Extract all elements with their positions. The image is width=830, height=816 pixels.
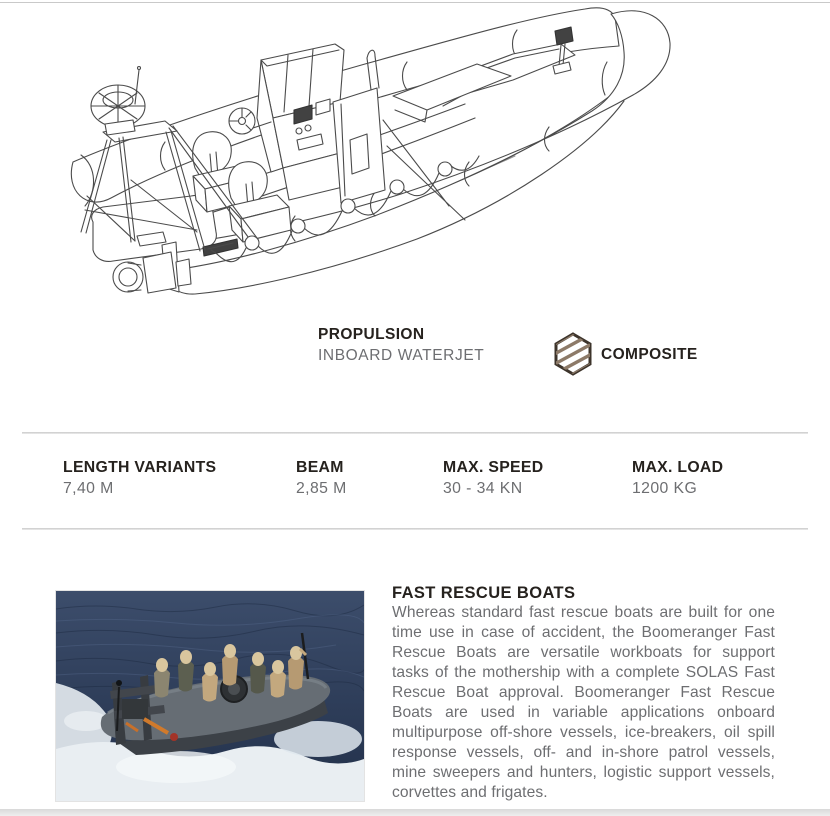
- spec-beam: [296, 459, 347, 498]
- spec-value: 1200 KG: [632, 480, 698, 497]
- bottom-divider: [0, 809, 830, 816]
- spec-value: 30 - 34 KN: [443, 480, 523, 497]
- spec-divider-top: [22, 432, 808, 434]
- hexagon-composite-icon: [553, 332, 593, 376]
- spec-max-load: [632, 459, 723, 498]
- spec-label: MAX. SPEED: [443, 459, 544, 476]
- spec-value: 7,40 M: [63, 480, 114, 497]
- spec-label: MAX. LOAD: [632, 459, 724, 476]
- rescue-boat-photo: [55, 590, 365, 802]
- spec-max-speed: [443, 459, 543, 498]
- propulsion-value: INBOARD WATERJET: [318, 347, 485, 364]
- propulsion-block: [318, 326, 484, 365]
- article-title: FAST RESCUE BOATS: [392, 584, 576, 602]
- rib-boat-line-art: [45, 0, 705, 310]
- spec-label: LENGTH VARIANTS: [63, 459, 217, 476]
- spec-length: [63, 459, 216, 498]
- boat-technical-drawing: [45, 0, 705, 310]
- spec-divider-bottom: [22, 528, 808, 530]
- material-label: COMPOSITE: [601, 346, 698, 363]
- spec-label: BEAM: [296, 459, 344, 476]
- article-body: Whereas standard fast rescue boats are built for one time use in case of accident, the Boomeranger Fast Rescue Boats are versatile workboats for support tasks of the mothership with a complete SOLAS Fast Rescue Boat approval. Boomeranger Fast Rescue Boats are used in variable applications onboard multipurpose off-shore vessels, ice-breakers, oil spill response vessels, off- and in-shore patrol vessels, mine sweepers and hunters, logistic support vessels, corvettes and frigates.: [392, 604, 775, 801]
- spec-value: 2,85 M: [296, 480, 347, 497]
- propulsion-label: PROPULSION: [318, 326, 425, 343]
